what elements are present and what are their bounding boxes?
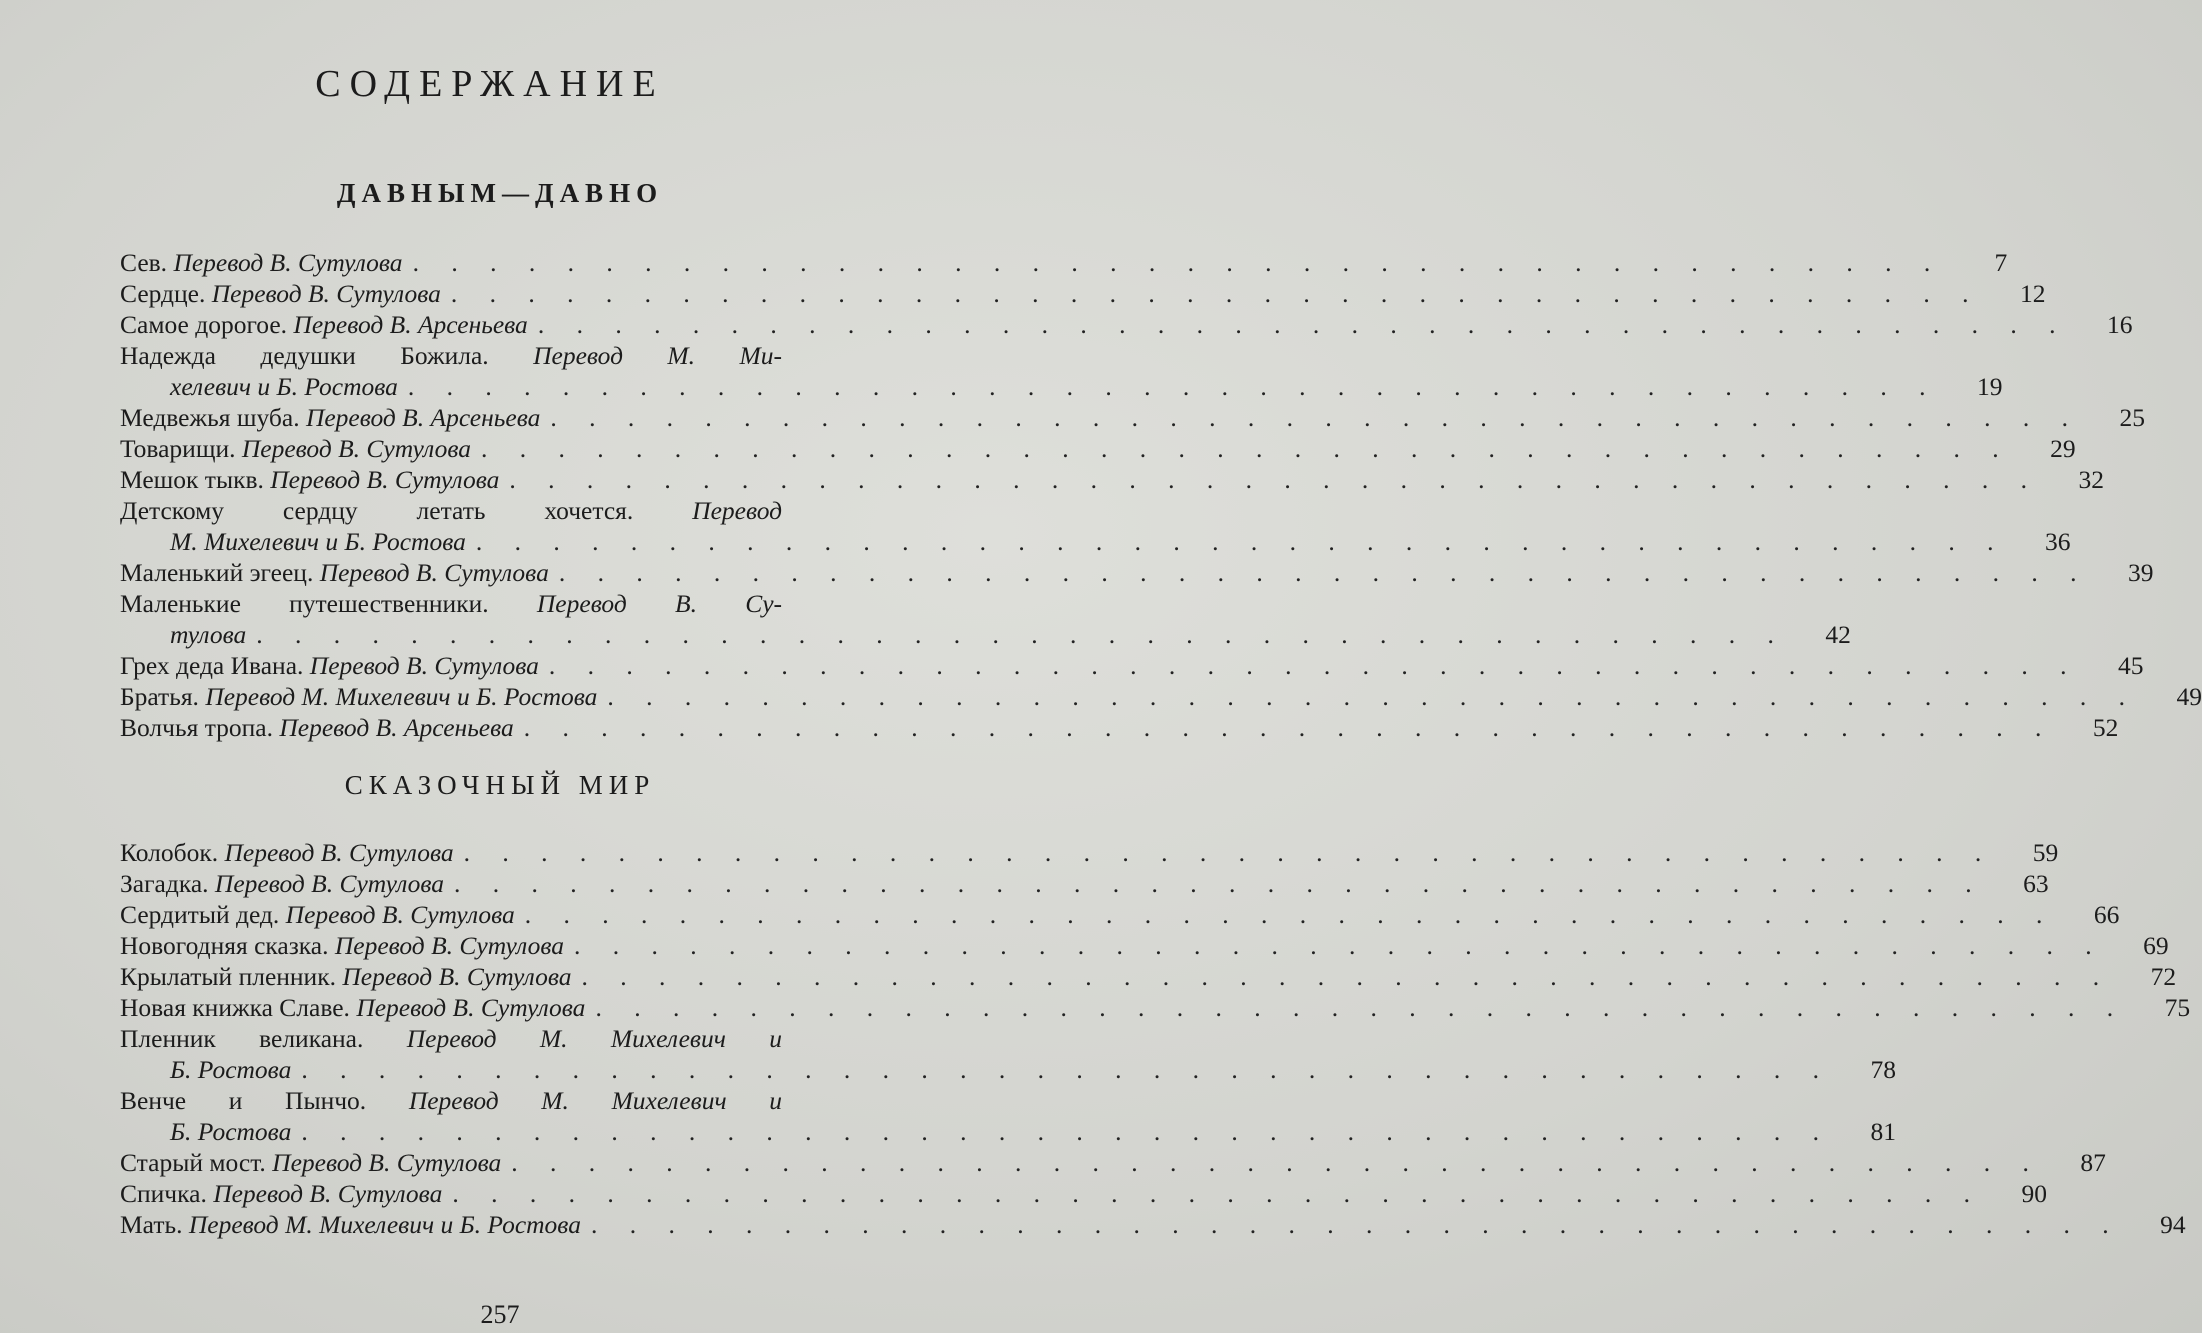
toc-entry-line [120, 464, 2105, 495]
entry-credit: Перевод В. Сутулова [334, 931, 564, 960]
dot-leader: . . . . . . . . . . . . . . . . . . . . . . . . . . . . . . . . . . . . . . . . [548, 651, 2080, 680]
entry-title: Загадка. [120, 869, 209, 898]
toc-entry [120, 433, 2076, 464]
entry-title: Маленькие путешественники. [120, 589, 489, 618]
toc-entry-line [120, 1085, 860, 1116]
toc-entry [120, 1085, 1896, 1147]
entry-credit: Перевод М. Михелевич и [406, 1024, 783, 1053]
entry-title: Детскому сердцу летать хочется. [120, 496, 634, 525]
entry-page-number: 49 [2176, 682, 2202, 711]
toc-entry-line [120, 619, 1851, 650]
entry-title: Самое дорогое. [120, 310, 288, 339]
dot-leader: . . . . . . . . . . . . . . . . . . . . . . . . . . . . . . . . . . . . . . . . [412, 248, 1944, 277]
dot-leader: . . . . . . . . . . . . . . . . . . . . . . . . . . . . . . . . . . . . . . . . [523, 713, 2055, 742]
dot-leader: . . . . . . . . . . . . . . . . . . . . . . . . . . . . . . . . . . . . . . . . [537, 310, 2069, 339]
toc-entry-text [120, 992, 585, 1023]
toc-entry-line [120, 837, 2059, 868]
toc-entry-line [120, 992, 2191, 1023]
toc-list-2 [120, 837, 2191, 1240]
entry-credit: Перевод В. Сутулова [241, 434, 471, 463]
entry-page-number: 69 [2143, 931, 2169, 960]
toc-entry-text [120, 247, 403, 278]
entry-credit: Перевод В. Сутулова [211, 279, 441, 308]
entry-credit: Перевод В. Сутулова [356, 993, 586, 1022]
toc-entry-line [120, 961, 2177, 992]
entry-title: Грех деда Ивана. [120, 651, 304, 680]
dot-leader: . . . . . . . . . . . . . . . . . . . . . . . . . . . . . . . . . . . . . . . . [511, 1148, 2042, 1177]
toc-entry-line [120, 495, 860, 526]
entry-credit: Перевод В. Арсеньева [279, 713, 514, 742]
entry-title: Надежда дедушки Божила. [120, 341, 489, 370]
entry-title: Маленький эгеец. [120, 558, 314, 587]
entry-title: Медвежья шуба. [120, 403, 300, 432]
entry-page-number: 63 [2023, 869, 2049, 898]
toc-entry-line [120, 402, 2145, 433]
entry-credit: Перевод В. Сутулова [309, 651, 539, 680]
toc-entry-line [120, 1116, 1896, 1147]
entry-credit: Перевод М. Михелевич и Б. Ростова [188, 1210, 581, 1239]
entry-credit: Перевод В. Сутулова [285, 900, 515, 929]
toc-entry-text [120, 278, 441, 309]
dot-leader: . . . . . . . . . . . . . . . . . . . . . . . . . . . . . . . . . . . . . . . . [509, 465, 2041, 494]
entry-title: Новая книжка Славе. [120, 993, 350, 1022]
entry-page-number: 16 [2106, 310, 2133, 339]
entry-credit-continued: Б. Ростова [170, 1117, 292, 1146]
toc-entry-text [120, 402, 540, 433]
entry-credit: Перевод М. Ми- [533, 341, 782, 370]
entry-credit: Перевод В. Сутулова [270, 465, 500, 494]
toc-entry-text [120, 557, 549, 588]
toc-entry-text [120, 433, 471, 464]
entry-page-number: 36 [2045, 527, 2071, 556]
dot-leader: . . . . . . . . . . . . . . . . . . . . . . . . . . . . . . . . . . . . . . . . [450, 279, 1982, 308]
toc-entry [120, 588, 1851, 650]
entry-page-number: 72 [2150, 962, 2177, 991]
toc-entry-line [120, 1178, 2047, 1209]
toc-entry-line [120, 526, 2071, 557]
toc-entry [120, 712, 2119, 743]
dot-leader: . . . . . . . . . . . . . . . . . . . . . . . . . . . . . . . . . . . . . . . . [550, 403, 2081, 432]
entry-page-number: 87 [2080, 1148, 2106, 1177]
entry-credit: Перевод В. Сутулова [319, 558, 549, 587]
toc-entry-text [120, 712, 514, 743]
dot-leader: . . . . . . . . . . . . . . . . . . . . . . . . . . . . . . . . . . . . . . . . [454, 869, 1985, 898]
dot-leader: . . . . . . . . . . . . . . . . . . . . . . . . . . . . . . . . . . . . . . . . [475, 527, 2007, 556]
entry-title: Новогодняя сказка. [120, 931, 329, 960]
entry-page-number: 19 [1977, 372, 2003, 401]
dot-leader: . . . . . . . . . . . . . . . . . . . . . . . . . . . . . . . . . . . . . . . . [301, 1055, 1832, 1084]
toc-entry-text [120, 1147, 501, 1178]
toc-entry [120, 930, 2169, 961]
entry-credit: Перевод В. Сутулова [213, 1179, 443, 1208]
dot-leader: . . . . . . . . . . . . . . . . . . . . . . . . . . . . . . . . . . . . . . . . [256, 620, 1787, 649]
toc-entry [120, 278, 2046, 309]
toc-entry-text [120, 1085, 782, 1116]
dot-leader: . . . . . . . . . . . . . . . . . . . . . . . . . . . . . . . . . . . . . . . . [481, 434, 2012, 463]
toc-entry-line [120, 1209, 2186, 1240]
dot-leader: . . . . . . . . . . . . . . . . . . . . . . . . . . . . . . . . . . . . . . . . [595, 993, 2127, 1022]
toc-entry [120, 1178, 2047, 1209]
toc-entry [120, 495, 2071, 557]
entry-page-number: 81 [1870, 1117, 1896, 1146]
entry-page-number: 32 [2078, 465, 2105, 494]
toc-entry [120, 992, 2191, 1023]
entry-title: Товарищи. [120, 434, 236, 463]
entry-title: Крылатый пленник. [120, 962, 336, 991]
toc-entry-line [120, 1023, 860, 1054]
entry-page-number: 52 [2092, 713, 2119, 742]
toc-entry-line [120, 712, 2119, 743]
toc-entry-text [120, 650, 539, 681]
toc-entry [120, 681, 2202, 712]
toc-entry-line [120, 433, 2076, 464]
entry-credit: Перевод В. Сутулова [224, 838, 454, 867]
entry-credit: Перевод М. Михелевич и Б. Ростова [205, 682, 598, 711]
toc-entry-line [120, 930, 2169, 961]
section-title-1: ДАВНЫМ—ДАВНО [336, 178, 664, 208]
toc-entry-text [120, 961, 571, 992]
toc-entry-line [120, 278, 2046, 309]
section-title-2: СКАЗОЧНЫЙ МИР [344, 770, 656, 800]
dot-leader: . . . . . . . . . . . . . . . . . . . . . . . . . . . . . . . . . . . . . . . . [524, 900, 2056, 929]
toc-entry-text [120, 930, 564, 961]
entry-title: Сердитый дед. [120, 900, 280, 929]
toc-entry-line [120, 247, 2008, 278]
page-title: СОДЕРЖАНИЕ [315, 63, 665, 105]
toc-entry [120, 557, 2154, 588]
entry-page-number: 29 [2050, 434, 2076, 463]
toc-entry-line [120, 588, 860, 619]
entry-title: Сердце. [120, 279, 206, 308]
entry-credit: Перевод В. Арсеньева [305, 403, 541, 432]
toc-entry [120, 402, 2145, 433]
toc-entry-text [120, 1023, 782, 1054]
toc-entry [120, 650, 2144, 681]
dot-leader: . . . . . . . . . . . . . . . . . . . . . . . . . . . . . . . . . . . . . . . . [581, 962, 2113, 991]
entry-page-number: 7 [1994, 248, 2008, 277]
toc-entry-line [120, 1147, 2106, 1178]
toc-entry-text [120, 868, 444, 899]
toc-entry-text [120, 899, 515, 930]
entry-page-number: 66 [2093, 900, 2120, 929]
toc-entry-line [120, 340, 860, 371]
entry-page-number: 75 [2164, 993, 2191, 1022]
toc-entry-line [120, 309, 2133, 340]
entry-credit: Перевод В. Сутулова [272, 1148, 502, 1177]
dot-leader: . . . . . . . . . . . . . . . . . . . . . . . . . . . . . . . . . . . . . . . . [558, 558, 2090, 587]
entry-title: Братья. [120, 682, 199, 711]
entry-title: Волчья тропа. [120, 713, 273, 742]
toc-entry [120, 868, 2049, 899]
toc-list-1 [120, 247, 2202, 743]
toc-entry-line [120, 1054, 1896, 1085]
toc-entry [120, 1147, 2106, 1178]
entry-page-number: 59 [2032, 838, 2059, 867]
entry-credit: Перевод В. Сутулова [173, 248, 403, 277]
dot-leader: . . . . . . . . . . . . . . . . . . . . . . . . . . . . . . . . . . . . . . . . [407, 372, 1939, 401]
entry-title: Сев. [120, 248, 168, 277]
dot-leader: . . . . . . . . . . . . . . . . . . . . . . . . . . . . . . . . . . . . . . . . [452, 1179, 1983, 1208]
entry-credit: Перевод В. Су- [536, 589, 783, 618]
toc-entry-line [120, 650, 2144, 681]
toc-entry [120, 1023, 1896, 1085]
entry-title: Колобок. [120, 838, 219, 867]
toc-entry-line [120, 371, 2003, 402]
entry-title: Мешок тыкв. [120, 465, 264, 494]
entry-credit: Перевод В. Сутулова [214, 869, 445, 898]
entry-credit-continued: М. Михелевич и Б. Ростова [170, 527, 466, 556]
entry-credit: Перевод В. Сутулова [342, 962, 572, 991]
entry-credit-continued: хелевич и Б. Ростова [170, 372, 398, 401]
entry-credit: Перевод В. Арсеньева [293, 310, 528, 339]
entry-title: Пленник великана. [120, 1024, 364, 1053]
toc-entry [120, 309, 2133, 340]
toc-entry-line [120, 681, 2202, 712]
entry-credit: Перевод М. Михелевич и [408, 1086, 782, 1115]
entry-credit-continued: Б. Ростова [170, 1055, 292, 1084]
toc-entry-line [120, 899, 2120, 930]
entry-page-number: 78 [1870, 1055, 1896, 1084]
dot-leader: . . . . . . . . . . . . . . . . . . . . . . . . . . . . . . . . . . . . . . . . [607, 682, 2139, 711]
entry-title: Мать. [120, 1210, 183, 1239]
dot-leader: . . . . . . . . . . . . . . . . . . . . . . . . . . . . . . . . . . . . . . . . [463, 838, 1995, 867]
toc-entry-text [120, 837, 454, 868]
toc-entry [120, 247, 2008, 278]
entry-credit-continued: тулова [170, 620, 247, 649]
entry-page-number: 45 [2118, 651, 2144, 680]
toc-entry [120, 899, 2120, 930]
entry-page-number: 12 [2020, 279, 2046, 308]
toc-entry-text [120, 1178, 442, 1209]
toc-entry-line [120, 868, 2049, 899]
toc-entry-text [120, 309, 528, 340]
entry-page-number: 25 [2119, 403, 2145, 432]
toc-entry [120, 961, 2177, 992]
toc-entry-line [120, 557, 2154, 588]
entry-page-number: 39 [2127, 558, 2154, 587]
toc-entry [120, 340, 2003, 402]
toc-entry [120, 464, 2105, 495]
toc-entry-text [120, 588, 782, 619]
dot-leader: . . . . . . . . . . . . . . . . . . . . . . . . . . . . . . . . . . . . . . . . [590, 1210, 2122, 1239]
toc-entry-text [120, 1209, 581, 1240]
toc-entry-text [120, 340, 782, 371]
entry-title: Венче и Пынчо. [120, 1086, 367, 1115]
entry-page-number: 94 [2160, 1210, 2186, 1239]
dot-leader: . . . . . . . . . . . . . . . . . . . . . . . . . . . . . . . . . . . . . . . . [573, 931, 2105, 960]
toc-entry-text [120, 464, 499, 495]
entry-page-number: 42 [1825, 620, 1851, 649]
toc-entry-text [120, 495, 782, 526]
toc-entry [120, 1209, 2186, 1240]
entry-title: Спичка. [120, 1179, 207, 1208]
entry-credit: Перевод [692, 496, 783, 525]
toc-entry [120, 837, 2059, 868]
page-number: 257 [480, 1300, 520, 1329]
entry-page-number: 90 [2021, 1179, 2047, 1208]
entry-title: Старый мост. [120, 1148, 266, 1177]
dot-leader: . . . . . . . . . . . . . . . . . . . . . . . . . . . . . . . . . . . . . . . . [301, 1117, 1832, 1146]
toc-entry-text [120, 681, 597, 712]
